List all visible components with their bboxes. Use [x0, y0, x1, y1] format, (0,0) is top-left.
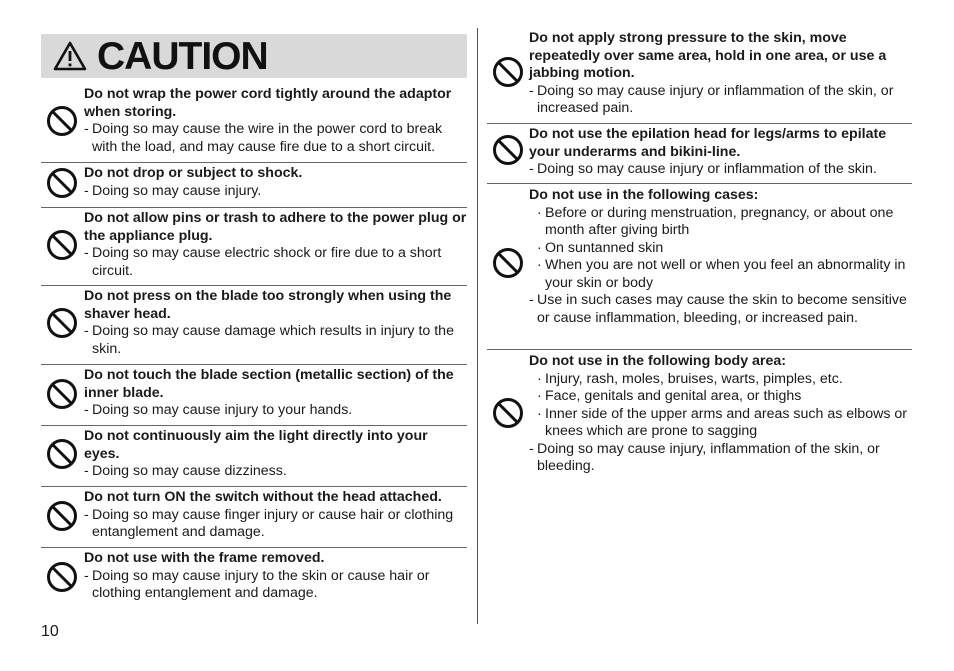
item-divider — [487, 123, 912, 124]
item-heading: Do not use the epilation head for legs/arms to epilate your underarms and bikini-line. — [529, 126, 887, 160]
prohibition-icon — [46, 307, 78, 339]
item-description: Doing so may cause damage which results in injury to the skin. — [92, 323, 454, 357]
item-description: Doing so may cause injury, inflammation of the skin, or bleeding. — [537, 440, 880, 474]
bullet-item: Injury, rash, moles, bruises, warts, pimples, etc. — [545, 370, 843, 387]
item-divider — [41, 425, 467, 426]
item-description: Doing so may cause the wire in the power cord to break with the load, and may cause fire due to a short circuit. — [92, 121, 443, 155]
prohibition-icon — [46, 105, 78, 137]
prohibition-icon — [46, 167, 78, 199]
bullet-item: When you are not well or when you feel an abnormality in your skin or body — [545, 257, 906, 291]
item-divider — [41, 162, 467, 163]
item-heading: Do not wrap the power cord tightly around the adaptor when storing. — [84, 86, 452, 120]
item-divider — [41, 364, 467, 365]
item-description: Use in such cases may cause the skin to become sensitive or cause inflammation, bleeding, or increased pain. — [537, 292, 907, 326]
bullet-item: Inner side of the upper arms and areas such as elbows or knees which are prone to sagging — [545, 405, 907, 439]
item-description: Doing so may cause finger injury or cause hair or clothing entanglement and damage. — [92, 506, 454, 540]
prohibition-icon — [46, 378, 78, 410]
prohibition-icon — [46, 500, 78, 532]
item-divider — [487, 349, 912, 350]
prohibition-icon — [46, 561, 78, 593]
item-heading: Do not allow pins or trash to adhere to the power plug or the appliance plug. — [84, 210, 467, 244]
prohibition-icon — [492, 56, 524, 88]
item-description: Doing so may cause injury or inflammation of the skin, or increased pain. — [537, 82, 894, 116]
item-heading: Do not use in the following body area: — [529, 353, 786, 369]
prohibition-icon — [492, 247, 524, 279]
column-divider — [477, 28, 478, 624]
prohibition-icon — [492, 397, 524, 429]
item-description: Doing so may cause injury to the skin or cause hair or clothing entanglement and damage. — [92, 567, 430, 601]
page-number: 10 — [41, 623, 59, 640]
item-description: Doing so may cause injury or inflammation of the skin. — [537, 161, 877, 177]
item-divider — [41, 486, 467, 487]
item-description: Doing so may cause electric shock or fire due to a short circuit. — [92, 245, 442, 279]
item-divider — [41, 207, 467, 208]
item-heading: Do not touch the blade section (metallic section) of the inner blade. — [84, 367, 454, 401]
warning-triangle-icon — [53, 41, 87, 71]
caution-title: CAUTION — [97, 34, 268, 78]
bullet-item: Face, genitals and genital area, or thighs — [545, 388, 802, 404]
bullet-item: On suntanned skin — [545, 239, 664, 256]
bullet-item: Before or during menstruation, pregnancy, or about one month after giving birth — [545, 204, 894, 238]
item-divider — [41, 285, 467, 286]
caution-header — [41, 34, 467, 78]
item-heading: Do not use with the frame removed. — [84, 550, 325, 566]
item-description: Doing so may cause dizziness. — [92, 463, 287, 479]
item-heading: Do not press on the blade too strongly when using the shaver head. — [84, 288, 452, 322]
item-divider — [487, 183, 912, 184]
item-description: Doing so may cause injury to your hands. — [92, 402, 353, 418]
item-heading: Do not turn ON the switch without the head attached. — [84, 489, 442, 505]
item-heading: Do not apply strong pressure to the skin, move repeatedly over same area, hold in one area, or use a jabbing motion. — [529, 30, 887, 81]
item-heading: Do not continuously aim the light directly into your eyes. — [84, 428, 428, 462]
item-divider — [41, 547, 467, 548]
item-heading: Do not drop or subject to shock. — [84, 165, 303, 181]
item-description: Doing so may cause injury. — [92, 182, 262, 199]
prohibition-icon — [46, 229, 78, 261]
prohibition-icon — [492, 134, 524, 166]
prohibition-icon — [46, 438, 78, 470]
item-heading: Do not use in the following cases: — [529, 187, 759, 203]
